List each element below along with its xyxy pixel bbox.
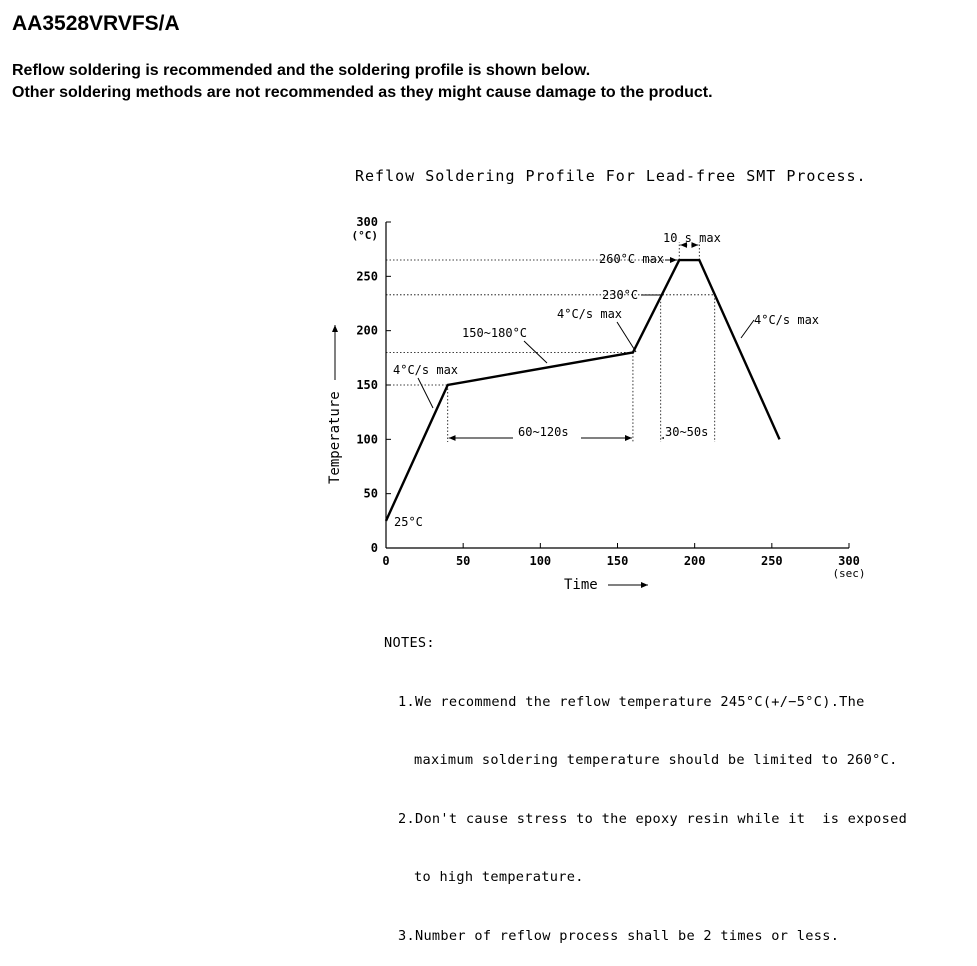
y-tick-label: 150 (356, 378, 378, 392)
note-2-line-1: 2.Don't cause stress to the epoxy resin while it is exposed (398, 810, 908, 827)
annotation-start-temp: 25°C (394, 515, 423, 529)
annotation-peak: 260°C max (599, 252, 665, 266)
annotation-time-above: 30~50s (665, 425, 709, 439)
y-unit-label: (°C) (351, 229, 378, 242)
annotation-ramp1: 4°C/s max (393, 363, 459, 377)
x-tick-label: 300 (838, 554, 860, 568)
x-tick-label: 200 (683, 554, 706, 568)
annotations (393, 231, 819, 529)
note-1-line-2: maximum soldering temperature should be limited to 260°C. (414, 752, 898, 768)
x-tick-label: 50 (455, 554, 471, 568)
note-3-line-1: 3.Number of reflow process shall be 2 times or less. (398, 927, 840, 944)
annotation-soak-time: 60~120s (518, 425, 569, 439)
y-tick-label: 100 (356, 432, 378, 447)
y-tick-label: 50 (363, 486, 378, 501)
x-tick-label: 100 (529, 554, 552, 568)
notes-block (384, 595, 907, 966)
x-tick-label: 150 (606, 554, 629, 568)
annotation-ramp1-leader (418, 378, 433, 408)
note-1-line-1: 1.We recommend the reflow temperature 245°C(+/−5°C).The (398, 693, 865, 710)
series (386, 260, 780, 521)
y-tick-label: 0 (370, 541, 378, 555)
x-axis-title: Time (564, 577, 598, 593)
intro-line-2: Other soldering methods are not recommended as they might cause damage to the product. (12, 84, 713, 101)
part-number-title: AA3528VRVFS/A (12, 12, 180, 35)
x-tick-label: 0 (382, 554, 390, 568)
series-line-reflow-profile (386, 260, 780, 521)
y-tick-label: 300 (356, 215, 378, 229)
chart-title: Reflow Soldering Profile For Lead-free SMT Process. (355, 167, 867, 185)
note-2-line-2: to high temperature. (414, 869, 584, 885)
intro-line-1: Reflow soldering is recommended and the soldering profile is shown below. (12, 62, 591, 79)
annotation-230: 230°C (602, 288, 639, 302)
annotation-ramp2: 4°C/s max (557, 307, 623, 321)
axes (327, 215, 866, 593)
annotation-soak-range: 150~180°C (462, 326, 528, 340)
y-tick-label: 250 (356, 269, 378, 284)
annotation-ramp2-leader (617, 322, 636, 352)
y-tick-label: 200 (356, 323, 378, 338)
y-axis-title: Temperature (327, 391, 343, 484)
x-unit-label: (sec) (832, 567, 866, 580)
annotation-ramp-down: 4°C/s max (754, 313, 820, 327)
x-tick-label: 250 (760, 554, 783, 568)
notes-heading: NOTES: (384, 635, 435, 651)
annotation-ramp-down-leader (741, 320, 754, 338)
annotation-peak-time: 10 s max (663, 231, 721, 245)
